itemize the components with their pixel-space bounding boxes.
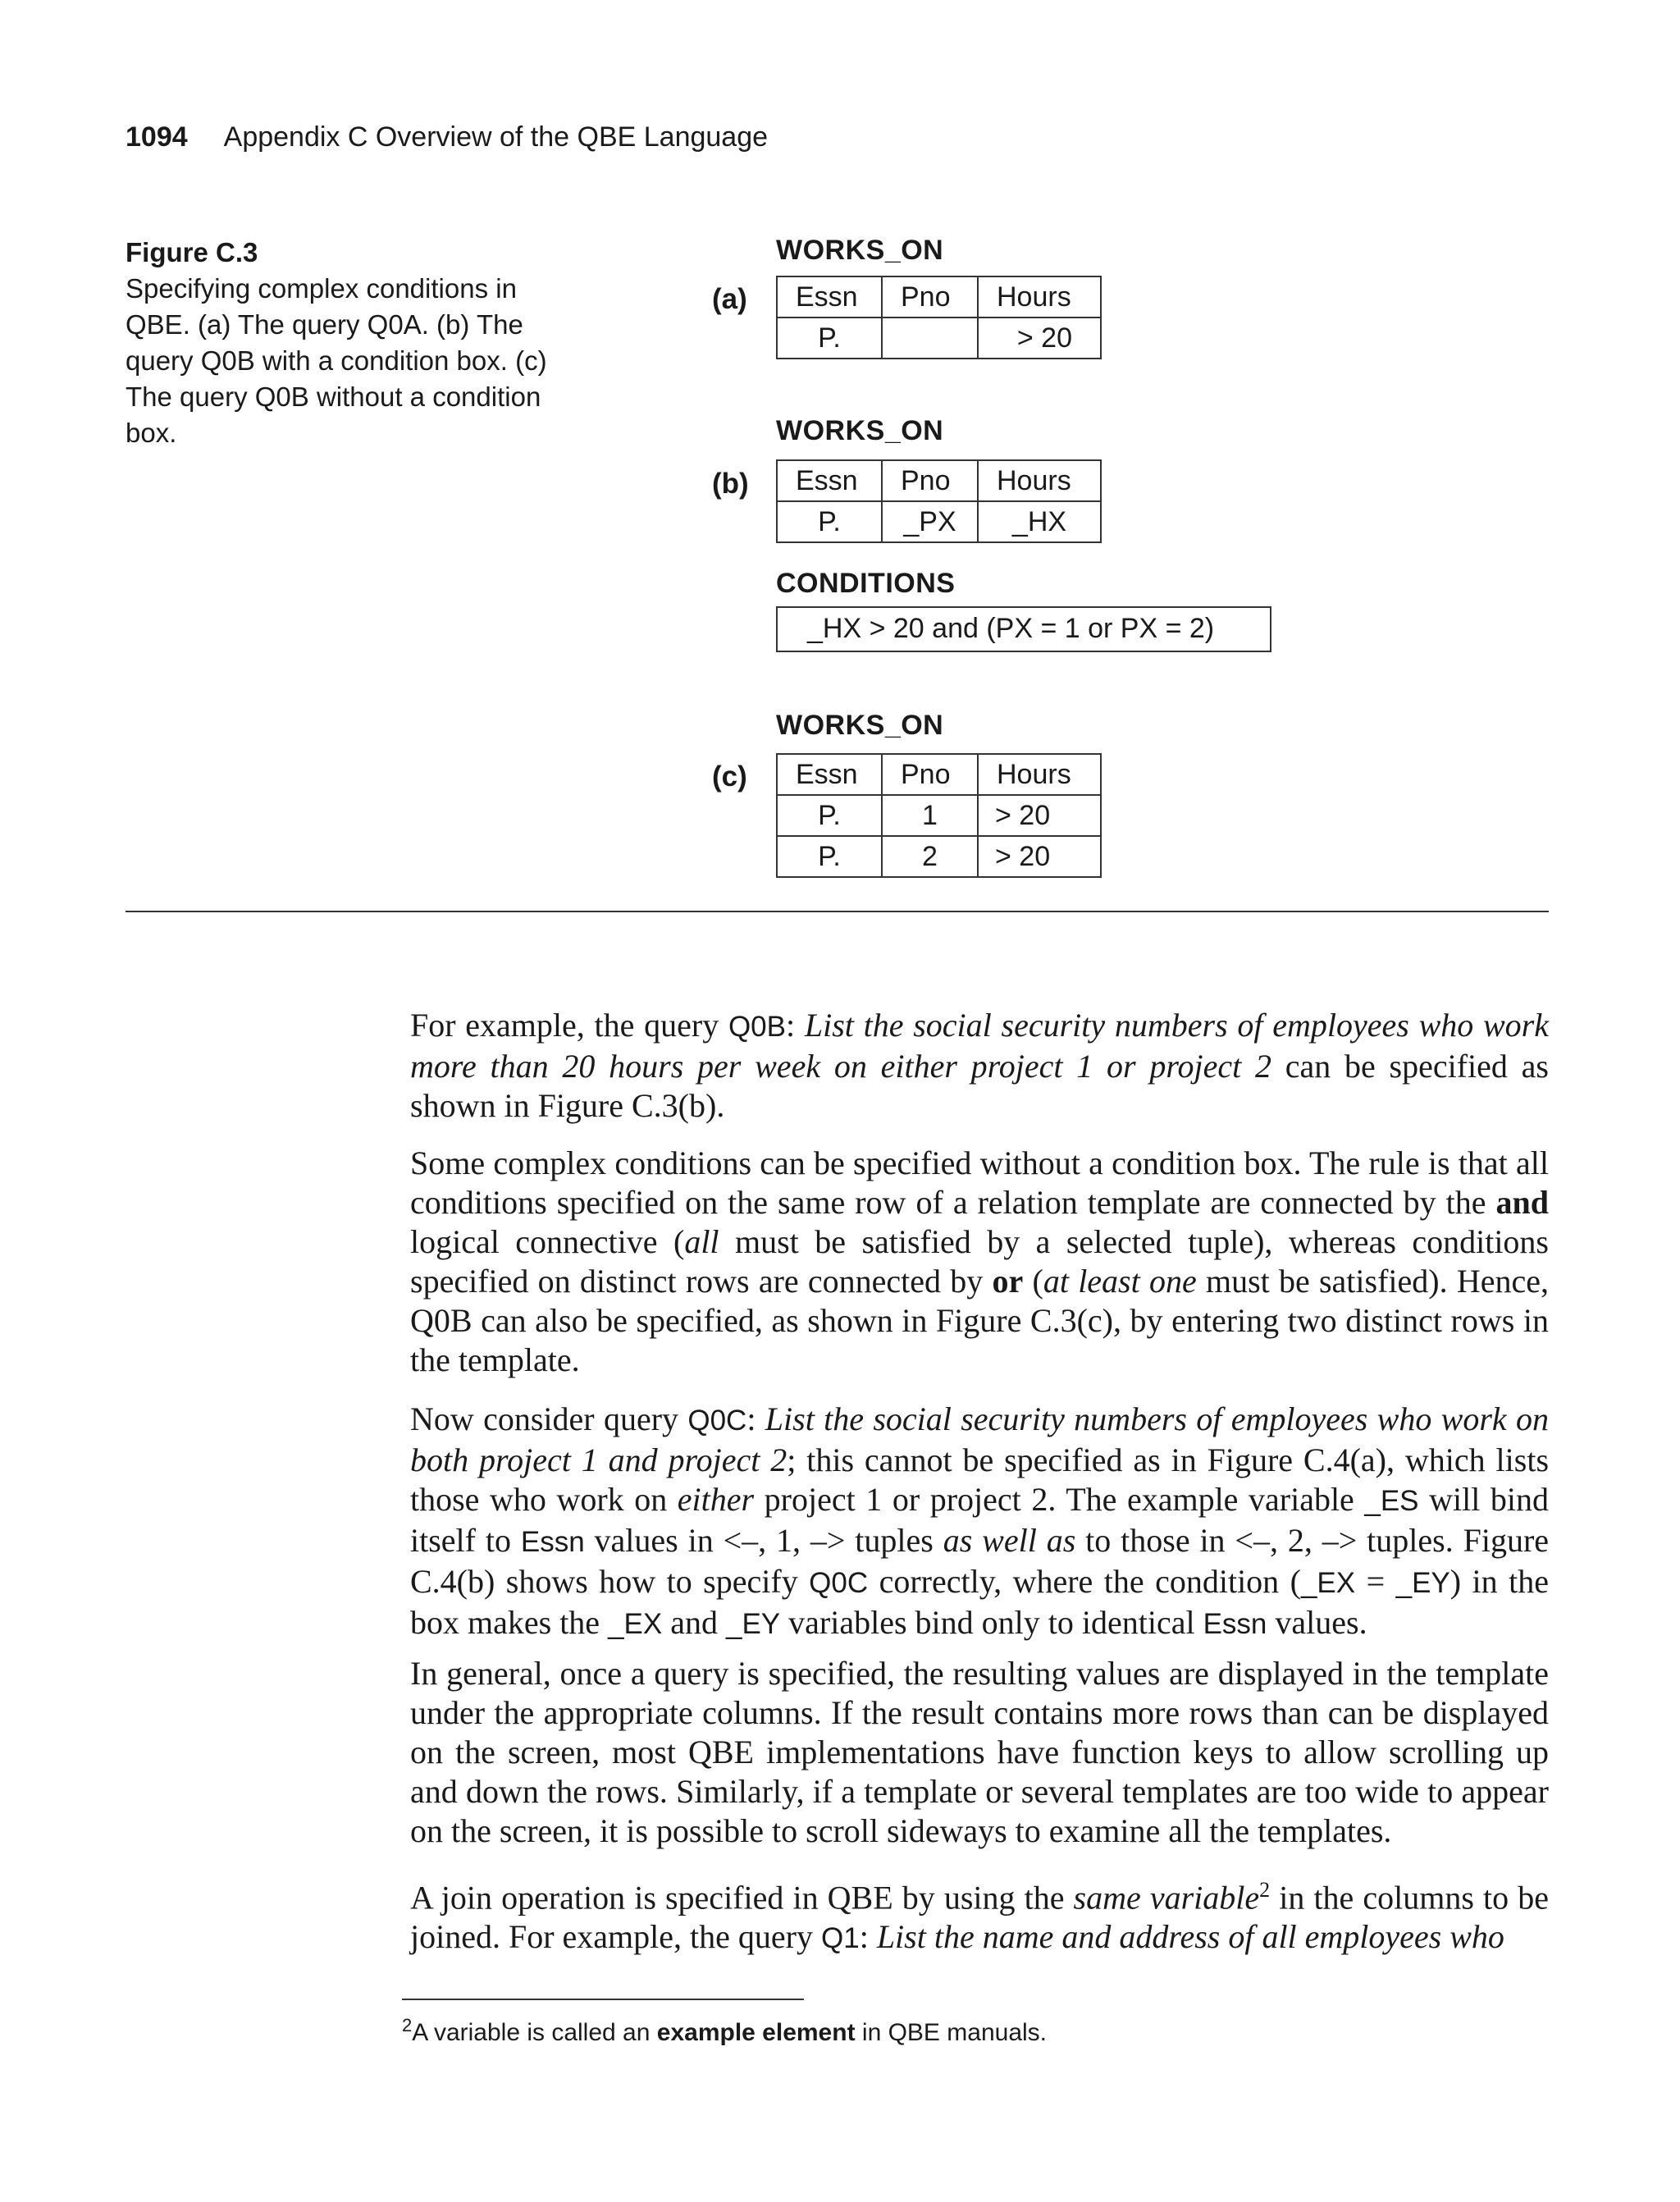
code-run: Q0C — [687, 1405, 747, 1437]
figure-label: Figure C.3 — [126, 237, 258, 267]
text-run: : — [746, 1400, 765, 1437]
code-run: _EY — [725, 1608, 781, 1640]
italic-run: same variable — [1073, 1879, 1260, 1916]
paragraph-5 — [410, 1871, 1549, 1958]
footnote-marker: 2 — [1259, 1878, 1271, 1902]
table-cell: P. — [777, 501, 882, 542]
qbe-table-c — [776, 753, 1102, 878]
footnote-divider — [402, 1999, 804, 2000]
text-run: For example, the query — [410, 1007, 728, 1044]
part-label-b: (b) — [712, 468, 749, 500]
code-run: Q0C — [809, 1567, 869, 1599]
italic-run: either — [677, 1481, 755, 1518]
text-run: : — [786, 1007, 805, 1044]
text-run: A join operation is specified in QBE by using the — [410, 1879, 1074, 1916]
table-cell: 2 — [882, 836, 978, 877]
text-run: : — [859, 1918, 877, 1956]
code-run: _EX — [1300, 1567, 1356, 1599]
table-cell: 1 — [882, 795, 978, 836]
part-label-c: (c) — [712, 761, 747, 793]
paragraph-4: In general, once a query is specified, the resulting values are displayed in the template under the appropriate columns. If the result contains more rows than can be displayed on the screen, most QBE implementations have function keys to allow scrolling up and down the rows. Similarly, if a template or several templates are too wide to appear on the screen, it is possible to scroll sideways to examine all the templates. — [410, 1655, 1549, 1849]
qbe-table-b — [776, 459, 1102, 543]
column-header-essn: Essn — [777, 276, 882, 318]
text-run: in the columns to be joined. For example, the query — [410, 1879, 1549, 1956]
column-header-essn: Essn — [777, 754, 882, 795]
text-run: can be specified as shown in Figure C.3(b). — [410, 1048, 1549, 1124]
running-header — [126, 121, 768, 153]
table-cell: > 20 — [978, 836, 1101, 877]
table-cell — [882, 318, 978, 359]
text-run: must be satisfied). Hence, Q0B can also be specified, as shown in Figure C.3(c), by entering two distinct rows in the template. — [410, 1263, 1549, 1378]
text-run: A variable is called an — [412, 2019, 657, 2046]
paragraph-3 — [410, 1400, 1549, 1644]
text-run: to those in <–, 2, –> tuples. Figure C.4(b) shows how to specify — [410, 1522, 1550, 1600]
table-cell: > 20 — [978, 318, 1101, 359]
footnote-number: 2 — [402, 2015, 413, 2035]
code-run: Essn — [520, 1526, 585, 1558]
condition-box: _HX > 20 and (PX = 1 or PX = 2) — [776, 606, 1271, 652]
column-header-pno: Pno — [882, 460, 978, 501]
table-cell: _HX — [978, 501, 1101, 542]
table-cell: P. — [777, 795, 882, 836]
text-run: = — [1355, 1563, 1396, 1600]
qbe-table-a — [776, 276, 1102, 359]
column-header-hours: Hours — [978, 460, 1101, 501]
column-header-pno: Pno — [882, 754, 978, 795]
text-run: will bind itself to — [410, 1481, 1549, 1559]
column-header-essn: Essn — [777, 460, 882, 501]
relation-name-c: WORKS_ON — [776, 710, 944, 741]
code-run: _ES — [1364, 1485, 1419, 1517]
bold-run: example element — [656, 2019, 856, 2046]
column-header-pno: Pno — [882, 276, 978, 318]
code-run: Essn — [1203, 1608, 1267, 1640]
part-label-a: (a) — [712, 283, 747, 315]
text-run: must be satisfied by a selected tuple), whereas conditions specified on distinct rows are connected by — [410, 1223, 1549, 1300]
text-run: project 1 or project 2. The example variable — [754, 1481, 1365, 1518]
relation-name-a: WORKS_ON — [776, 235, 944, 266]
text-run: ; this cannot be specified as in Figure C.4(a), which lists those who work on — [410, 1441, 1550, 1518]
text-run: values in <–, 1, –> tuples — [584, 1522, 943, 1559]
text-run: in QBE manuals. — [855, 2019, 1047, 2046]
paragraph-1 — [410, 1006, 1549, 1126]
text-run: correctly, where the condition ( — [868, 1563, 1301, 1600]
conditions-title: CONDITIONS — [776, 568, 956, 599]
text-run: variables bind only to identical — [780, 1604, 1203, 1641]
text-run: Some complex conditions can be specified without a condition box. The rule is that all conditions specified on the same row of a relation template are connected by the — [410, 1144, 1549, 1221]
chapter-title: Appendix C Overview of the QBE Language — [223, 121, 769, 153]
italic-run: List the social security numbers of employees who work on both project 1 and project 2 — [410, 1400, 1549, 1478]
page-number: 1094 — [126, 121, 188, 153]
footnote — [402, 2015, 1047, 2047]
table-cell: _PX — [882, 501, 978, 542]
relation-name-b: WORKS_ON — [776, 415, 944, 446]
table-cell: > 20 — [978, 795, 1101, 836]
text-run: and — [662, 1604, 726, 1641]
text-run: values. — [1267, 1604, 1367, 1641]
bold-run: and — [1495, 1184, 1549, 1221]
bold-run: or — [992, 1263, 1024, 1300]
figure-caption-text: Specifying complex conditions in QBE. (a) The query Q0A. (b) The query Q0B with a condition box. (c) The query Q0B without a condition box. — [126, 273, 547, 448]
figure-divider — [126, 911, 1549, 912]
italic-run: at least one — [1043, 1263, 1197, 1300]
code-run: Q0B — [728, 1011, 786, 1043]
text-run: ) in the box makes the — [410, 1563, 1549, 1641]
text-run: logical connective ( — [410, 1223, 685, 1260]
figure-caption — [126, 235, 552, 451]
column-header-hours: Hours — [978, 754, 1101, 795]
italic-run: all — [684, 1223, 719, 1260]
text-run: Now consider query — [410, 1400, 688, 1437]
italic-run: List the social security numbers of employees who work more than 20 hours per week on either project 1 or project 2 — [410, 1007, 1549, 1085]
code-run: _EX — [608, 1608, 663, 1640]
column-header-hours: Hours — [978, 276, 1101, 318]
italic-run: List the name and address of all employees who — [876, 1918, 1504, 1956]
table-cell: P. — [777, 318, 882, 359]
table-cell: P. — [777, 836, 882, 877]
paragraph-2 — [410, 1144, 1549, 1380]
code-run: _EY — [1395, 1567, 1450, 1599]
italic-run: as well as — [943, 1522, 1076, 1559]
code-run: Q1 — [820, 1922, 860, 1955]
text-run: ( — [1023, 1263, 1043, 1300]
